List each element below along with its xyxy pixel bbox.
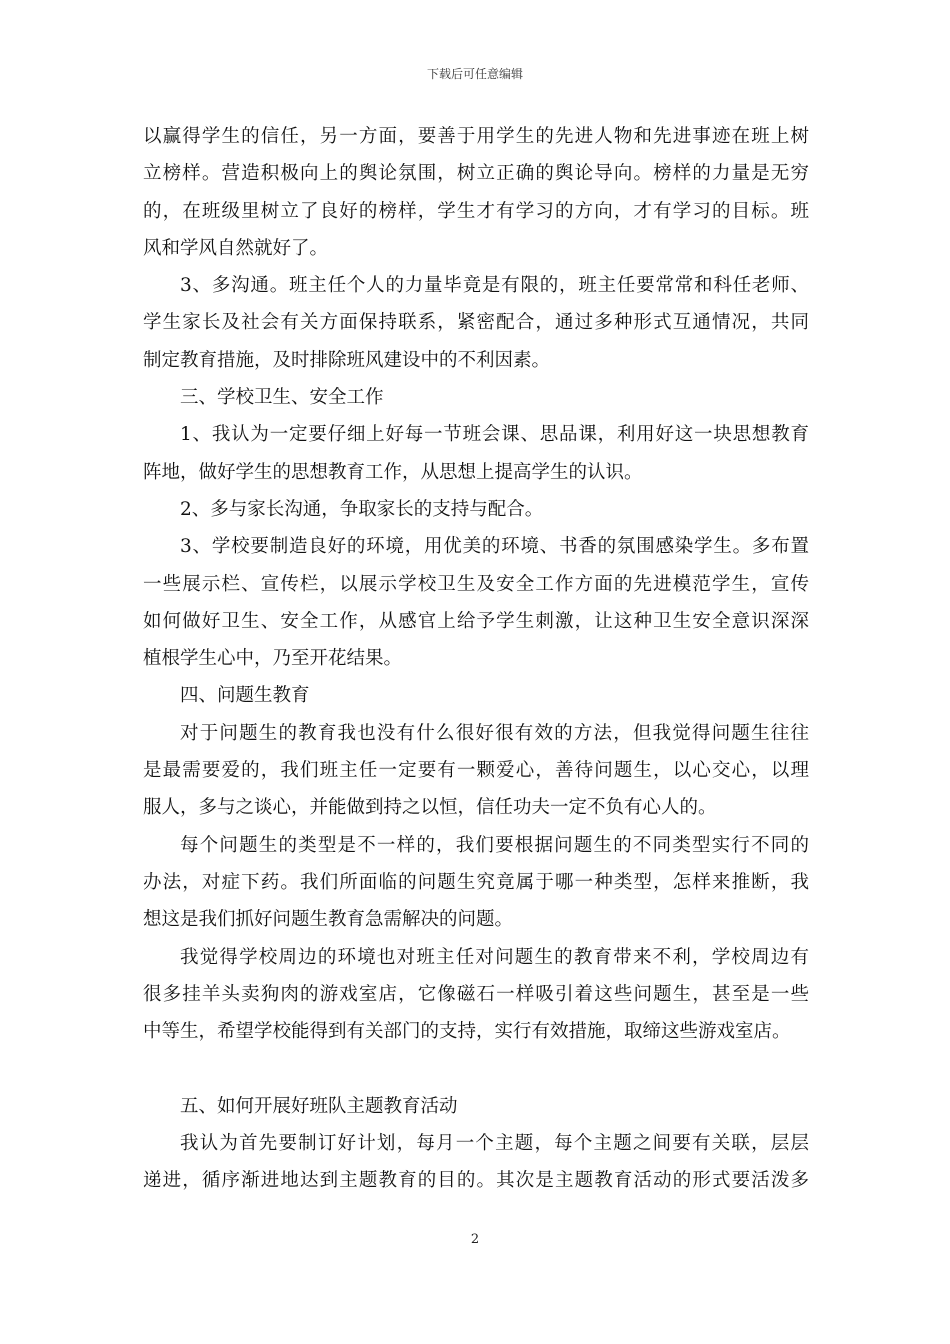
- text-line: 1、我认为一定要仔细上好每一节班会课、思品课，利用好这一块思想教育: [180, 424, 809, 446]
- paragraph: [143, 1125, 809, 1200]
- text-line: 植根学生心中，乃至开花结果。: [143, 648, 403, 670]
- text-line: 服人，多与之谈心，并能做到持之以恒，信任功夫一定不负有心人的。: [143, 797, 717, 819]
- paragraph-gap: [143, 1050, 809, 1087]
- text-line: 2、多与家长沟通，争取家长的支持与配合。: [180, 498, 544, 520]
- paragraph: [143, 827, 809, 939]
- text-line: 阵地，做好学生的思想教育工作，从思想上提高学生的认识。: [143, 461, 643, 483]
- text-line: 递进，循序渐进地达到主题教育的目的。其次是主题教育活动的形式要活泼多: [143, 1170, 809, 1192]
- paragraph: [143, 118, 809, 267]
- text-line: 制定教育措施，及时排除班风建设中的不利因素。: [143, 349, 551, 371]
- paragraph: [143, 379, 809, 416]
- text-line: 三、学校卫生、安全工作: [180, 387, 384, 409]
- document-body: [143, 118, 809, 1200]
- text-line: 3、学校要制造良好的环境，用优美的环境、书香的氛围感染学生。多布置: [180, 536, 809, 558]
- text-line: 很多挂羊头卖狗肉的游戏室店，它像磁石一样吸引着这些问题生，甚至是一些: [143, 983, 809, 1005]
- text-line: 是最需要爱的，我们班主任一定要有一颗爱心，善待问题生，以心交心，以理: [143, 760, 809, 782]
- text-line: 立榜样。营造积极向上的舆论氛围，树立正确的舆论导向。榜样的力量是无穷: [143, 163, 809, 185]
- paragraph: [143, 491, 809, 528]
- text-line: 风和学风自然就好了。: [143, 237, 329, 259]
- paragraph: [143, 528, 809, 677]
- paragraph: [143, 677, 809, 714]
- text-line: 我觉得学校周边的环境也对班主任对问题生的教育带来不利，学校周边有: [180, 946, 809, 968]
- page-header: 下载后可任意编辑: [426, 67, 523, 81]
- text-line: 的，在班级里树立了良好的榜样，学生才有学习的方向，才有学习的目标。班: [143, 200, 809, 222]
- text-line: 以赢得学生的信任，另一方面，要善于用学生的先进人物和先进事迹在班上树: [143, 126, 809, 147]
- page-number: 2: [470, 1232, 480, 1247]
- paragraph: [143, 416, 809, 491]
- paragraph: [143, 939, 809, 1051]
- text-line: 3、多沟通。班主任个人的力量毕竟是有限的，班主任要常常和科任老师、: [180, 275, 809, 297]
- paragraph: [143, 1088, 809, 1125]
- text-line: 办法，对症下药。我们所面临的问题生究竟属于哪一种类型，怎样来推断，我: [143, 871, 809, 893]
- text-line: 每个问题生的类型是不一样的，我们要根据问题生的不同类型实行不同的: [180, 834, 809, 856]
- text-line: 学生家长及社会有关方面保持联系，紧密配合，通过多种形式互通情况，共同: [143, 312, 809, 334]
- paragraph: [143, 715, 809, 827]
- text-line: 我认为首先要制订好计划，每月一个主题，每个主题之间要有关联，层层: [180, 1133, 809, 1155]
- text-line: 中等生，希望学校能得到有关部门的支持，实行有效措施，取缔这些游戏室店。: [143, 1021, 791, 1043]
- text-line: 四、问题生教育: [180, 685, 310, 707]
- paragraph: [143, 267, 809, 379]
- text-line: 五、如何开展好班队主题教育活动: [180, 1095, 458, 1117]
- text-line: 如何做好卫生、安全工作，从感官上给予学生刺激，让这种卫生安全意识深深: [143, 610, 809, 632]
- text-line: 想这是我们抓好问题生教育急需解决的问题。: [143, 909, 514, 931]
- text-line: 一些展示栏、宣传栏，以展示学校卫生及安全工作方面的先进模范学生，宣传: [143, 573, 809, 595]
- text-line: 对于问题生的教育我也没有什么很好很有效的方法，但我觉得问题生往往: [180, 722, 809, 744]
